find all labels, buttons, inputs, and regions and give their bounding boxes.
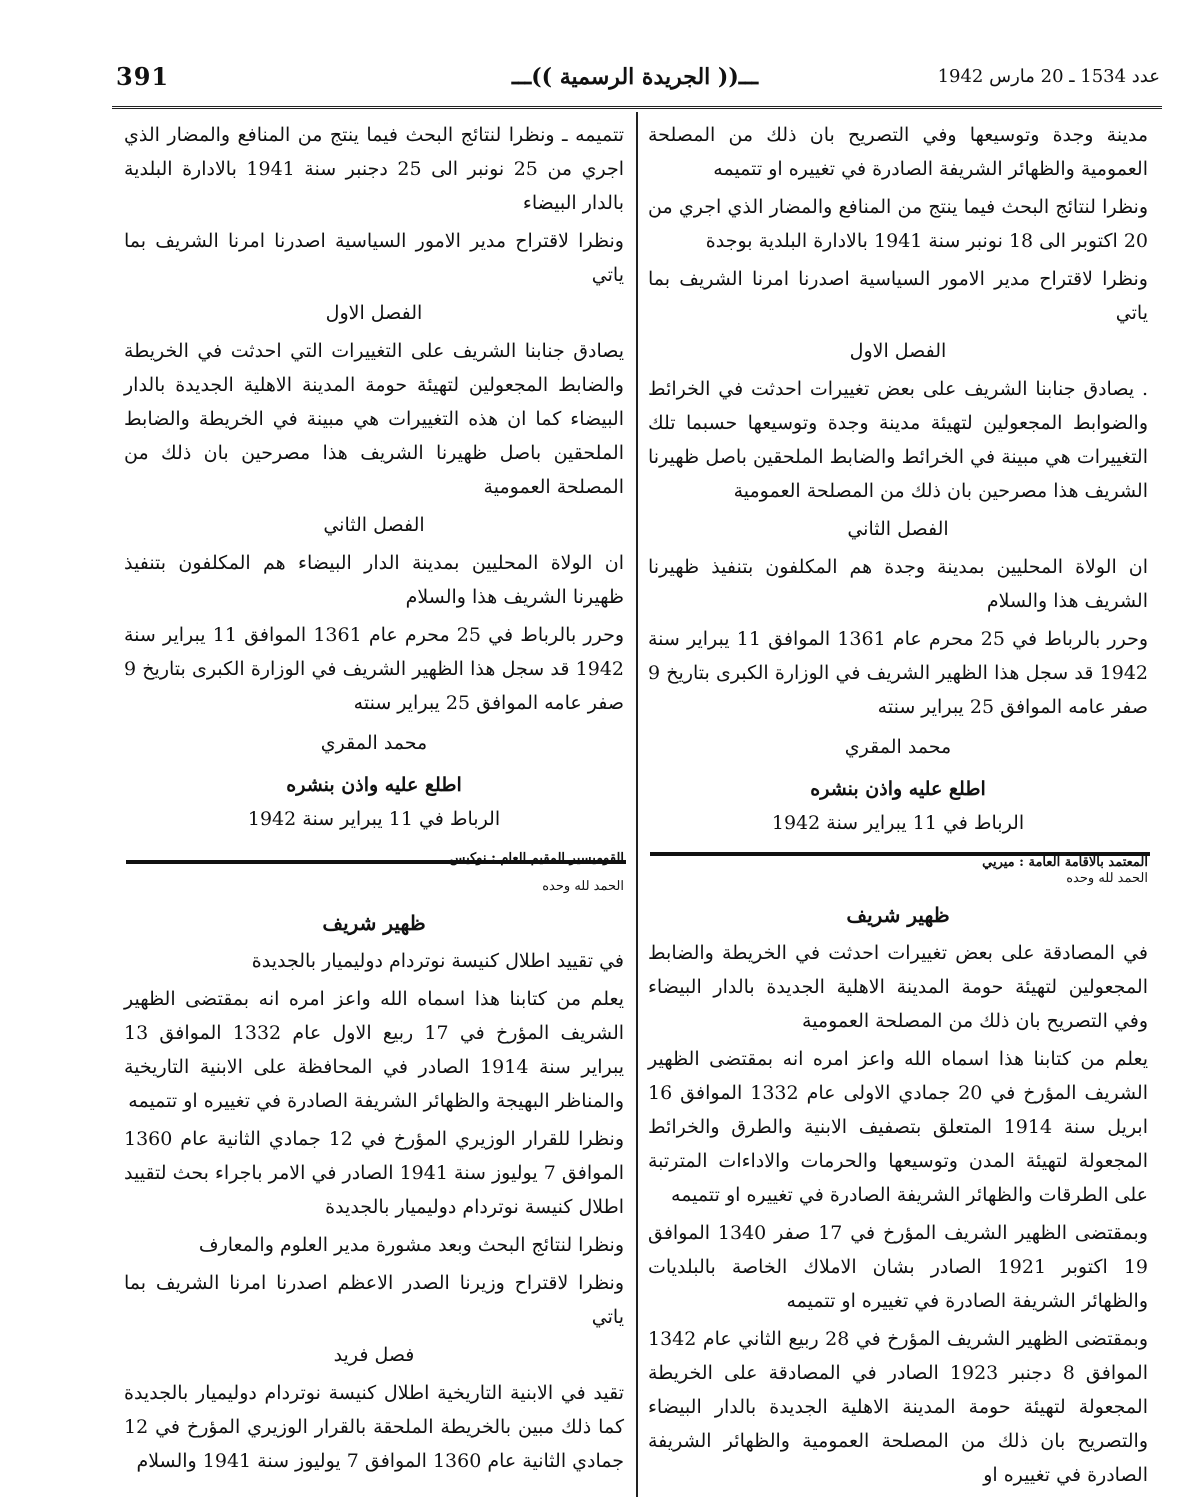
paragraph: ونظرا لاقتراح وزيرنا الصدر الاعظم اصدرنا امرنا الشريف بما ياتي xyxy=(124,1272,624,1328)
header-rule xyxy=(112,106,1162,109)
paragraph: ان الولاة المحليين بمدينة وجدة هم المكلفون بتنفيذ ظهيرنا الشريف هذا والسلام xyxy=(648,556,1148,612)
paragraph: ونظرا لنتائج البحث فيما ينتج من المنافع والمضار الذي اجري من 20 اكتوبر الى 18 نونبر سنة 1941 بالادارة البلدية بوجدة xyxy=(648,196,1148,252)
gazette-masthead: ـــ(( الجريدة الرسمية ))ـــ xyxy=(511,64,759,90)
section-heading: الفصل الثاني xyxy=(323,514,425,536)
approval-line: اطلع عليه واذن بنشره xyxy=(286,774,462,796)
approval-line: اطلع عليه واذن بنشره xyxy=(810,778,986,800)
paragraph: ان الولاة المحليين بمدينة الدار البيضاء هم المكلفون بتنفيذ ظهيرنا الشريف هذا والسلام xyxy=(124,552,624,608)
paragraph: وبمقتضى الظهير الشريف المؤرخ في 17 صفر 1340 الموافق 19 اكتوبر 1921 الصادر بشان الاملاك الخاصة بالبلديات والظهائر الشريفة الصادرة في تغييره او تتميمه xyxy=(648,1222,1148,1312)
approval-date: الرباط في 11 يبراير سنة 1942 xyxy=(771,812,1025,834)
section-separator xyxy=(650,852,1150,856)
paragraph: ونظرا لاقتراح مدير الامور السياسية اصدرنا امرنا الشريف بما ياتي xyxy=(124,230,624,286)
column-divider xyxy=(636,112,638,1497)
invocation: الحمد لله وحده xyxy=(1066,871,1148,886)
section-separator xyxy=(126,860,626,864)
page-number: 391 xyxy=(116,62,170,91)
section-heading: الفصل الثاني xyxy=(847,518,949,540)
paragraph: ونظرا لاقتراح مدير الامور السياسية اصدرنا امرنا الشريف بما ياتي xyxy=(648,268,1148,324)
paragraph: وحرر بالرباط في 25 محرم عام 1361 الموافق 11 يبراير سنة 1942 قد سجل هذا الظهير الشريف في الوزارة الكبرى بتاريخ 9 صفر عامه الموافق 25 يبراير سنته xyxy=(648,628,1148,718)
section-heading: فصل فريد xyxy=(333,1344,415,1366)
paragraph: تتميمه ـ ونظرا لنتائج البحث فيما ينتج من المنافع والمضار الذي اجري من 25 نونبر الى 25 دجنبر سنة 1941 بالادارة البلدية بالدار البيضاء xyxy=(124,124,625,214)
left-column-top xyxy=(124,118,625,866)
issue-date: عدد 1534 ـ 20 مارس 1942 xyxy=(937,66,1160,87)
section-heading: الفصل الاول xyxy=(325,302,423,324)
paragraph: يعلم من كتابنا هذا اسماه الله واعز امره انه بمقتضى الظهير الشريف المؤرخ في 20 جمادي الاولى عام 1332 الموافق 16 ابريل سنة 1914 المتعلق بتصفيف الابنية والطرق والخرائط المجعولة لتهيئة المدن وتوسيعها والحرمات والاداءات المترتبة على الطرقات والظهائر الشريفة الصادرة في تغييره او تتميمه xyxy=(648,1048,1149,1206)
paragraph: يعلم من كتابنا هذا اسماه الله واعز امره انه بمقتضى الظهير الشريف المؤرخ في 17 ربيع الاول عام 1332 الموافق 13 يبراير سنة 1914 الصادر في المحافظة على الابنية التاريخية والمناظر البهيجة والظهائر الشريفة الصادرة في تغييره او تتميمه xyxy=(124,988,625,1112)
resident-signature: القوميسير المقيم العام : نوكيس xyxy=(449,851,624,866)
page-header xyxy=(110,56,1160,100)
paragraph: مدينة وجدة وتوسيعها وفي التصريح بان ذلك من المصلحة العمومية والظهائر الشريفة الصادرة في تغييره او تتميمه xyxy=(648,124,1148,180)
invocation: الحمد لله وحده xyxy=(542,879,624,894)
paragraph: . يصادق جنابنا الشريف على بعض تغييرات احدثت في الخرائط والضوابط المجعولين لتهيئة مدينة وجدة وتوسيعها حسبما تلك التغييرات هي مبينة في الخرائط والضابط الملحقين باصل ظهيرنا الشريف هذا مصرحين بان ذلك من المصلحة العمومية xyxy=(648,378,1148,502)
approval-date: الرباط في 11 يبراير سنة 1942 xyxy=(247,808,501,830)
resident-signature: المعتمد بالاقامة العامة : ميريي xyxy=(982,855,1148,870)
left-column-bottom xyxy=(124,870,624,1500)
paragraph: ونظرا لنتائج البحث وبعد مشورة مدير العلوم والمعارف xyxy=(198,1234,624,1256)
paragraph: وحرر بالرباط في 25 محرم عام 1361 الموافق 11 يبراير سنة 1942 قد سجل هذا الظهير الشريف في الوزارة الكبرى بتاريخ 9 صفر عامه الموافق 25 يبراير سنته xyxy=(124,624,624,714)
right-column-top xyxy=(648,118,1148,870)
paragraph: ونظرا للقرار الوزيري المؤرخ في 12 جمادي الثانية عام 1360 الموافق 7 يوليوز سنة 1941 الصادر في الامر باجراء بحث لتقييد اطلال كنيسة نوتردام دوليميار بالجديدة xyxy=(124,1128,625,1218)
signature: محمد المقري xyxy=(844,736,952,758)
decree-subject: في المصادقة على بعض تغييرات احدثت في الخريطة والضابط المجعولين لتهيئة حومة المدينة الاهلية الجديدة بالدار البيضاء وفي التصريح بان ذلك من المصلحة العمومية xyxy=(648,942,1148,1032)
decree-title: ظهير شريف xyxy=(322,911,426,935)
decree-subject: في تقييد اطلال كنيسة نوتردام دوليميار بالجديدة xyxy=(251,950,624,972)
section-heading: الفصل الاول xyxy=(849,340,947,362)
signature: محمد المقري xyxy=(320,732,428,754)
paragraph: يصادق جنابنا الشريف على التغييرات التي احدثت في الخريطة والضابط المجعولين لتهيئة حومة المدينة الاهلية الجديدة بالدار البيضاء كما ان هذه التغييرات هي مبينة في الخريطة والضابط الملحقين باصل ظهيرنا الشريف هذا مصرحين بان ذلك من المصلحة العمومية xyxy=(124,340,625,498)
decree-title: ظهير شريف xyxy=(846,903,950,927)
paragraph: تقيد في الابنية التاريخية اطلال كنيسة نوتردام دوليميار بالجديدة كما ذلك مبين بالخريطة الملحقة بالقرار الوزيري المؤرخ في 12 جمادي الثانية عام 1360 الموافق 7 يوليوز سنة 1941 والسلام xyxy=(124,1382,624,1472)
paragraph: وبمقتضى الظهير الشريف المؤرخ في 28 ربيع الثاني عام 1342 الموافق 8 دجنبر 1923 الصادر في المصادقة على الخريطة المجعولة لتهيئة حومة المدينة الاهلية الجديدة بالدار البيضاء والتصريح بان ذلك من المصلحة العمومية والظهائر الشريفة الصادرة في تغييره او xyxy=(648,1328,1148,1486)
right-column-bottom xyxy=(648,862,1148,1497)
